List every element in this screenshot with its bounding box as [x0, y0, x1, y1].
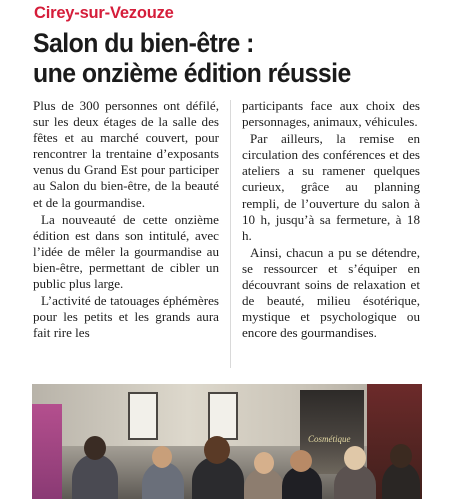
headline-line-1: Salon du bien-être :: [33, 28, 254, 58]
paragraph: Par ailleurs, la remise en circulation des conférences et des ateliers a su ramener quelques curieux, grâce au planning rempli, de l’ouverture du salon à 10 h, jusqu’à sa fermeture, à 18 h.: [242, 131, 420, 243]
paragraph: participants face aux choix des personnages, animaux, véhicules.: [242, 98, 420, 130]
photo-person-head: [254, 452, 274, 474]
article-photo: [32, 384, 422, 499]
paragraph: Plus de 300 personnes ont défilé, sur les deux étages de la salle des fêtes et au marché couvert, pour rencontrer la trentaine d’exposants venus du Grand Est pour participer au Salon du bien-être, de la beauté et de la gourmandise.: [33, 98, 219, 210]
article-column-right: [242, 98, 420, 341]
photo-person-head: [290, 450, 312, 472]
paragraph: Ainsi, chacun a pu se détendre, se ressourcer et s’équiper en découvrant soins de relaxation et de beauté, milieu ésotérique, mystique et psychologique ou encore des gourmandises.: [242, 244, 420, 341]
headline-line-2: une onzième édition réussie: [33, 58, 351, 88]
article-kicker: Cirey-sur-Vezouze: [34, 4, 174, 22]
photo-person-head: [344, 446, 366, 470]
photo-window: [128, 392, 158, 440]
photo-person-head: [204, 436, 230, 464]
photo-person-head: [152, 446, 172, 468]
paragraph: La nouveauté de cette onzième édition est dans son intitulé, avec l’idée de mêler la gourmandise au bien-être, permettant de cibler un public plus large.: [33, 211, 219, 292]
article-column-left: [33, 98, 219, 341]
paragraph: L’activité de tatouages éphémères pour les petits et les grands aura fait rire les: [33, 293, 219, 341]
photo-person: [72, 454, 118, 499]
photo-pink-display: [32, 404, 62, 499]
article-headline: [33, 28, 419, 88]
photo-person-head: [84, 436, 106, 460]
photo-window: [208, 392, 238, 440]
column-divider: [230, 100, 231, 368]
banner-text: Cosmétique: [308, 434, 351, 444]
photo-person-head: [390, 444, 412, 468]
